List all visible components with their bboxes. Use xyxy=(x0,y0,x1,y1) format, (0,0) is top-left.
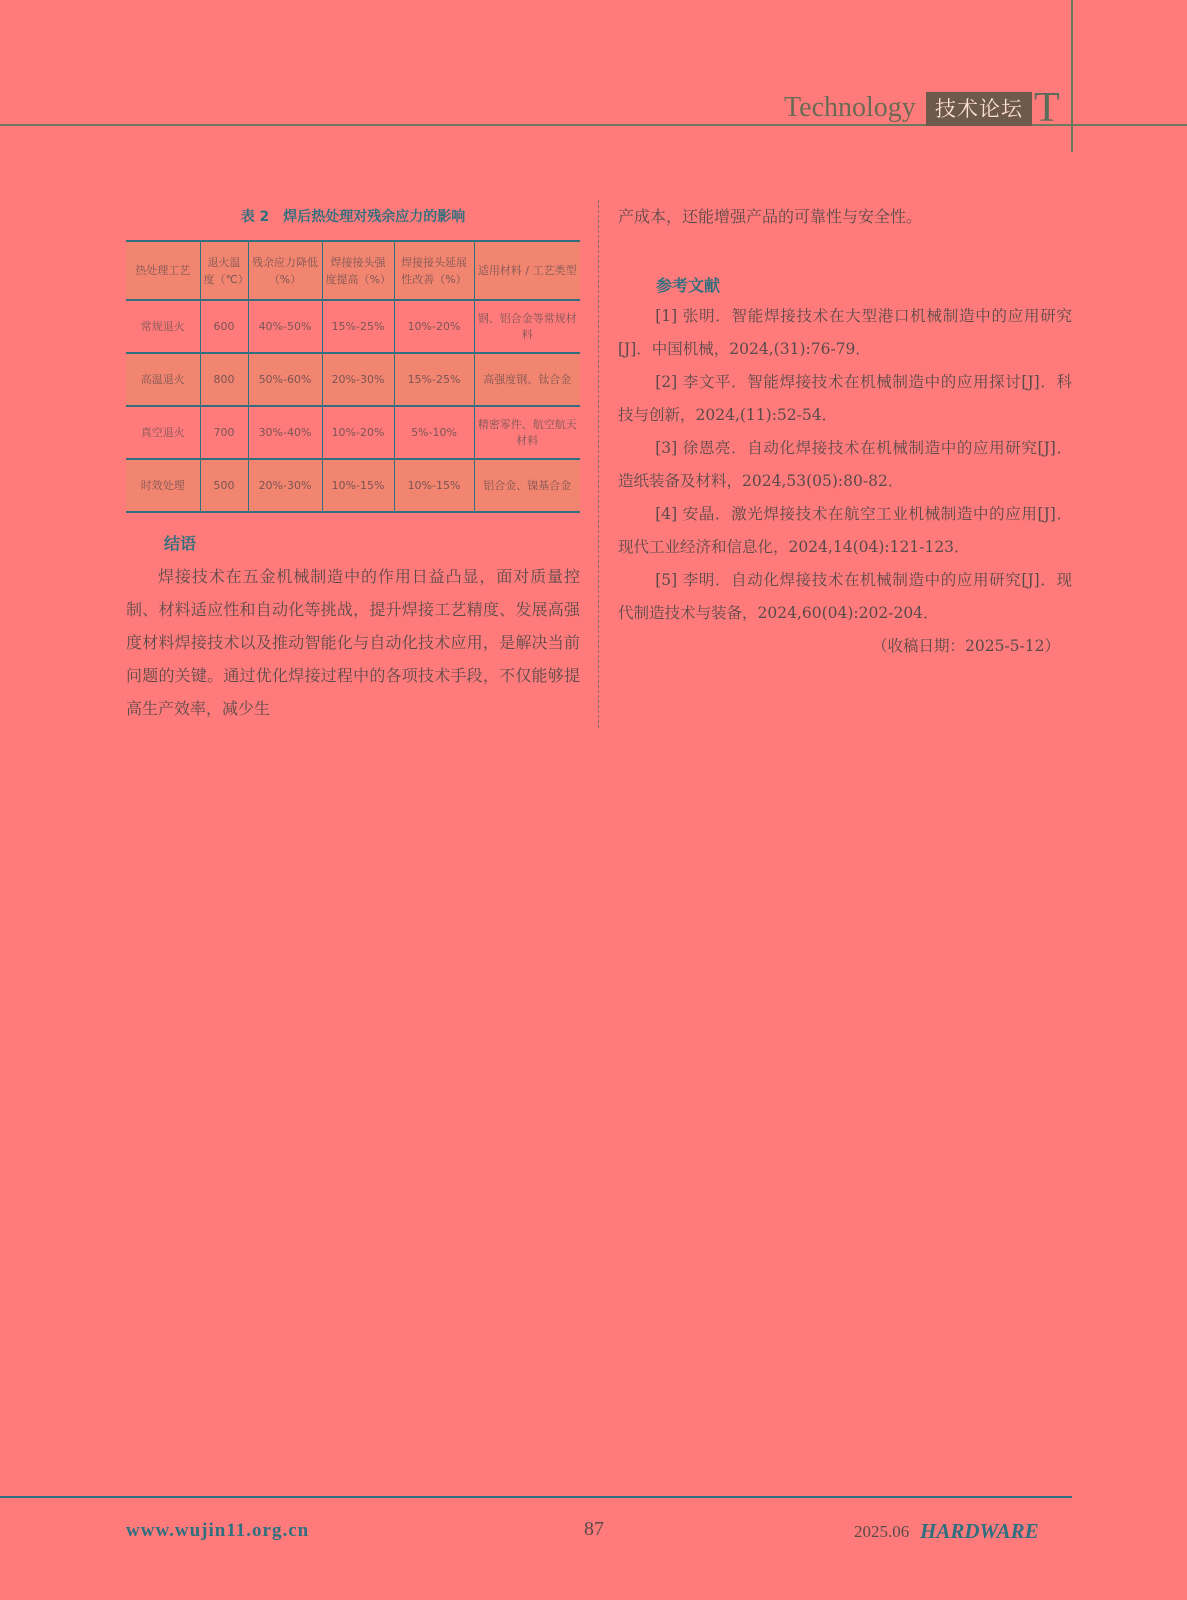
table-header-cell: 焊接接头强度提高（%） xyxy=(322,241,394,300)
received-date: （收稿日期：2025-5-12） xyxy=(871,637,1060,655)
table-cell: 20%-30% xyxy=(322,353,394,406)
table-cell: 高强度钢、钛合金 xyxy=(474,353,580,406)
footer-issue: 2025.06 xyxy=(854,1522,910,1541)
right-column xyxy=(618,200,1072,663)
table-cell: 20%-30% xyxy=(248,459,322,512)
table-cell: 10%-20% xyxy=(322,406,394,459)
reference-item: [5] 李明．自动化焊接技术在机械制造中的应用研究[J]．现代制造技术与装备，2024,60(04):202-204． xyxy=(618,571,1072,622)
table-row xyxy=(126,459,580,512)
table-header-cell: 退火温度（℃） xyxy=(200,241,248,300)
table-header-cell: 热处理工艺 xyxy=(126,241,200,300)
table-header-cell: 适用材料 / 工艺类型 xyxy=(474,241,580,300)
heat-treatment-table xyxy=(126,240,580,513)
table-cell: 钢、铝合金等常规材料 xyxy=(474,300,580,353)
conclusion-continuation: 产成本，还能增强产品的可靠性与安全性。 xyxy=(618,207,923,226)
table-cell: 50%-60% xyxy=(248,353,322,406)
table-header-cell: 残余应力降低（%） xyxy=(248,241,322,300)
table-header-cell: 焊接接头延展性改善（%） xyxy=(394,241,474,300)
table-row xyxy=(126,300,580,353)
table-cell: 10%-15% xyxy=(322,459,394,512)
table-cell: 10%-15% xyxy=(394,459,474,512)
table-cell: 精密零件、航空航天材料 xyxy=(474,406,580,459)
column-divider xyxy=(598,200,599,728)
references-heading: 参考文献 xyxy=(656,276,721,295)
footer-url: www.wujin11.org.cn xyxy=(126,1520,310,1541)
table-row xyxy=(126,406,580,459)
reference-item: [3] 徐恩亮．自动化焊接技术在机械制造中的应用研究[J]．造纸装备及材料，2024,53(05):80-82． xyxy=(618,439,1072,490)
table-cell: 700 xyxy=(200,406,248,459)
left-column xyxy=(126,200,580,725)
header-vertical-rule xyxy=(1071,0,1073,152)
footer-rule xyxy=(0,1496,1072,1498)
table-cell: 时效处理 xyxy=(126,459,200,512)
reference-item: [1] 张明．智能焊接技术在大型港口机械制造中的应用研究[J]．中国机械，2024,(31):76-79． xyxy=(618,307,1072,358)
table-header-row xyxy=(126,241,580,300)
table-cell: 40%-50% xyxy=(248,300,322,353)
table-cell: 铝合金、镍基合金 xyxy=(474,459,580,512)
header-english-title: Technology xyxy=(784,92,916,123)
table-cell: 30%-40% xyxy=(248,406,322,459)
table-cell: 高温退火 xyxy=(126,353,200,406)
conclusion-paragraph: 焊接技术在五金机械制造中的作用日益凸显，面对质量控制、材料适应性和自动化等挑战，提升焊接工艺精度、发展高强度材料焊接技术以及推动智能化与自动化技术应用，是解决当前问题的关键。通过优化焊接过程中的各项技术手段，不仅能够提高生产效率，减少生 xyxy=(126,567,580,718)
table-cell: 500 xyxy=(200,459,248,512)
table-row xyxy=(126,353,580,406)
footer-magazine-name: HARDWARE xyxy=(920,1519,1039,1543)
conclusion-heading: 结语 xyxy=(164,534,197,553)
table-cell: 10%-20% xyxy=(394,300,474,353)
table-cell: 15%-25% xyxy=(394,353,474,406)
table-cell: 常规退火 xyxy=(126,300,200,353)
header-initial: T xyxy=(1034,85,1060,131)
page-number: 87 xyxy=(584,1518,604,1540)
header-section-badge: 技术论坛 xyxy=(926,92,1032,126)
table-cell: 5%-10% xyxy=(394,406,474,459)
table-cell: 真空退火 xyxy=(126,406,200,459)
reference-item: [2] 李文平．智能焊接技术在机械制造中的应用探讨[J]．科技与创新，2024,(11):52-54． xyxy=(618,373,1072,424)
table-cell: 15%-25% xyxy=(322,300,394,353)
reference-item: [4] 安晶．激光焊接技术在航空工业机械制造中的应用[J]．现代工业经济和信息化，2024,14(04):121-123． xyxy=(618,505,1072,556)
table-cell: 600 xyxy=(200,300,248,353)
table-caption: 表 2 焊后热处理对残余应力的影响 xyxy=(240,209,466,225)
table-cell: 800 xyxy=(200,353,248,406)
